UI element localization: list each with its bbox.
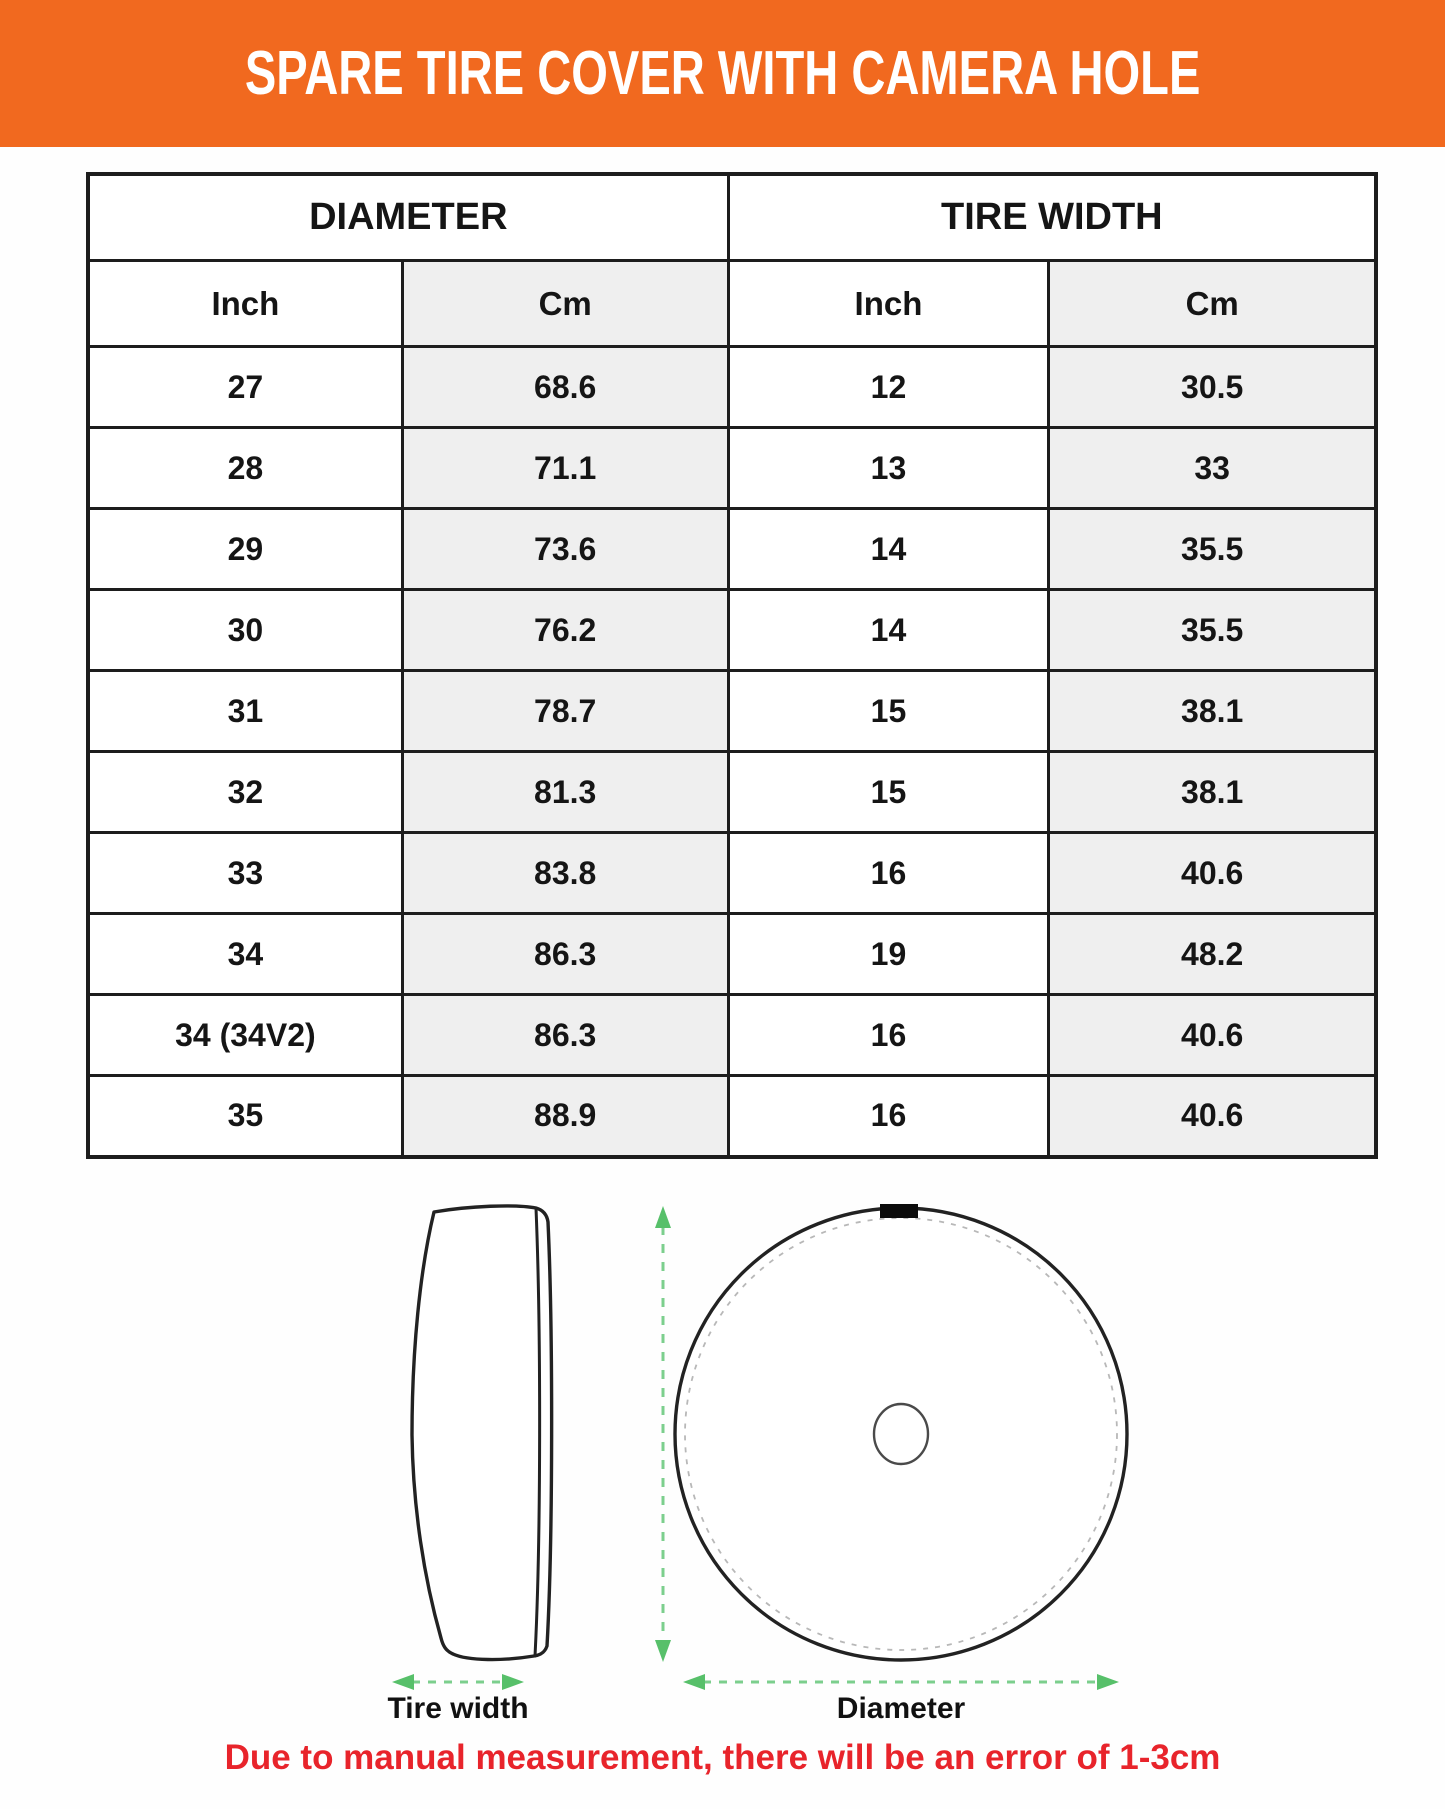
cell-width-cm: 38.1 <box>1049 671 1376 752</box>
cell-width-inch: 15 <box>728 752 1049 833</box>
col-header-width-cm: Cm <box>1049 261 1376 347</box>
diameter-arrow <box>683 1674 1119 1690</box>
tire-width-arrow <box>392 1674 524 1690</box>
cell-diameter-inch: 27 <box>88 347 402 428</box>
cell-width-cm: 33 <box>1049 428 1376 509</box>
cell-diameter-inch: 34 <box>88 914 402 995</box>
cell-diameter-inch: 35 <box>88 1076 402 1157</box>
table-row <box>88 995 1376 1076</box>
cell-width-inch: 14 <box>728 590 1049 671</box>
size-table <box>86 172 1378 1159</box>
tire-front-view-icon <box>675 1204 1127 1660</box>
cell-width-cm: 48.2 <box>1049 914 1376 995</box>
cell-diameter-cm: 86.3 <box>402 914 728 995</box>
cell-diameter-cm: 81.3 <box>402 752 728 833</box>
col-header-width-inch: Inch <box>728 261 1049 347</box>
table-row <box>88 347 1376 428</box>
measurement-diagram <box>0 1140 1445 1760</box>
cell-width-inch: 16 <box>728 833 1049 914</box>
cell-diameter-cm: 88.9 <box>402 1076 728 1157</box>
table-row <box>88 752 1376 833</box>
cell-diameter-cm: 78.7 <box>402 671 728 752</box>
cell-width-cm: 35.5 <box>1049 590 1376 671</box>
cell-diameter-inch: 31 <box>88 671 402 752</box>
table-row <box>88 428 1376 509</box>
cell-diameter-cm: 83.8 <box>402 833 728 914</box>
banner <box>0 0 1445 147</box>
page-title: SPARE TIRE COVER WITH CAMERA HOLE <box>244 38 1201 108</box>
cell-width-cm: 38.1 <box>1049 752 1376 833</box>
cell-width-cm: 40.6 <box>1049 995 1376 1076</box>
cell-diameter-cm: 71.1 <box>402 428 728 509</box>
cell-width-inch: 12 <box>728 347 1049 428</box>
diameter-label: Diameter <box>836 1692 966 1725</box>
cell-width-inch: 15 <box>728 671 1049 752</box>
cell-diameter-cm: 68.6 <box>402 347 728 428</box>
table-group-header-row <box>88 174 1376 261</box>
camera-hole-icon <box>874 1404 928 1464</box>
cell-diameter-cm: 73.6 <box>402 509 728 590</box>
col-header-diameter-cm: Cm <box>402 261 728 347</box>
table-row <box>88 833 1376 914</box>
diameter-group-header: DIAMETER <box>88 174 728 261</box>
table-row <box>88 914 1376 995</box>
cell-diameter-inch: 34 (34V2) <box>88 995 402 1076</box>
vertical-diameter-arrow <box>655 1206 671 1662</box>
cell-diameter-cm: 86.3 <box>402 995 728 1076</box>
cell-width-cm: 30.5 <box>1049 347 1376 428</box>
measurement-error-note: Due to manual measurement, there will be an error of 1-3cm <box>224 1738 1221 1777</box>
cell-width-inch: 14 <box>728 509 1049 590</box>
tire-width-label: Tire width <box>387 1692 529 1725</box>
cell-diameter-inch: 33 <box>88 833 402 914</box>
cell-diameter-inch: 30 <box>88 590 402 671</box>
cell-width-cm: 40.6 <box>1049 1076 1376 1157</box>
cell-diameter-inch: 28 <box>88 428 402 509</box>
cell-width-cm: 35.5 <box>1049 509 1376 590</box>
cell-width-inch: 16 <box>728 1076 1049 1157</box>
cell-diameter-inch: 29 <box>88 509 402 590</box>
col-header-diameter-inch: Inch <box>88 261 402 347</box>
table-subheader-row <box>88 261 1376 347</box>
tire-side-view-icon <box>412 1206 552 1660</box>
table-row <box>88 509 1376 590</box>
tire-width-group-header: TIRE WIDTH <box>728 174 1376 261</box>
cell-width-inch: 16 <box>728 995 1049 1076</box>
cell-diameter-inch: 32 <box>88 752 402 833</box>
table-row <box>88 671 1376 752</box>
table-row <box>88 590 1376 671</box>
cell-width-inch: 19 <box>728 914 1049 995</box>
cell-diameter-cm: 76.2 <box>402 590 728 671</box>
cell-width-inch: 13 <box>728 428 1049 509</box>
cell-width-cm: 40.6 <box>1049 833 1376 914</box>
camera-mark-icon <box>880 1204 918 1218</box>
